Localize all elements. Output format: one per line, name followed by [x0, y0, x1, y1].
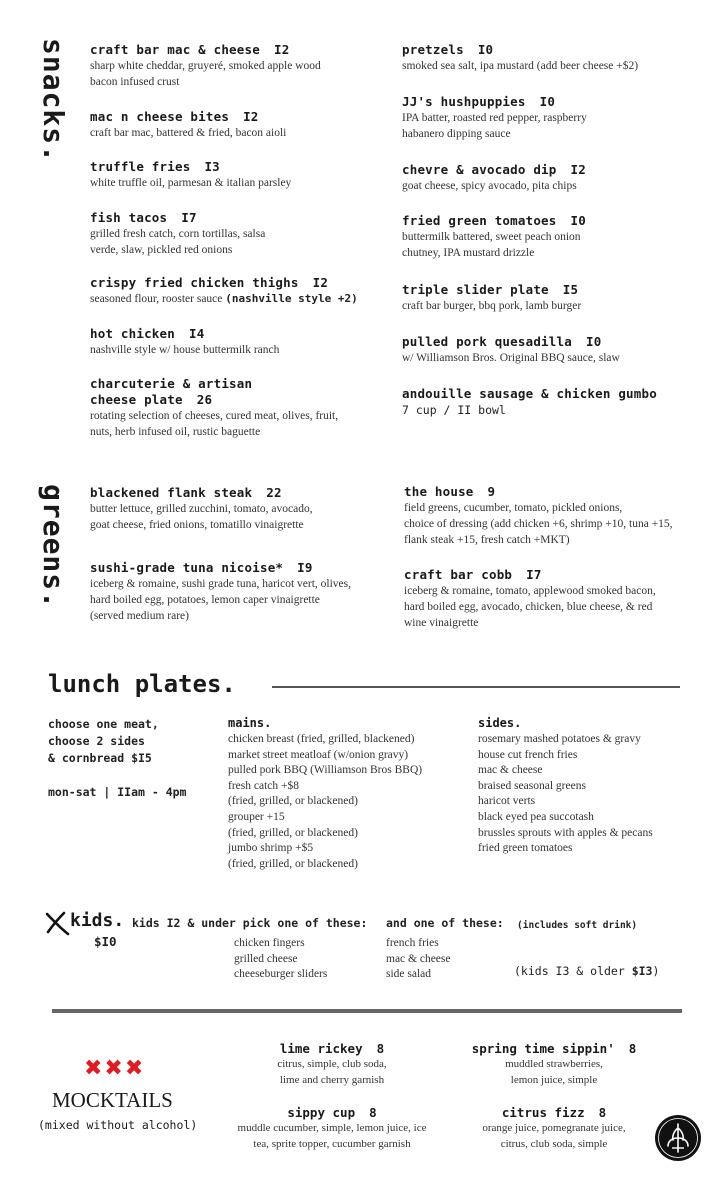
list-item: market street meatloaf (w/onion gravy) [228, 748, 409, 761]
menu-item-name: the house [404, 484, 474, 499]
menu-item-name-line [90, 485, 390, 501]
menu-item-price: I0 [539, 94, 556, 109]
mocktail-description: muddled strawberries, [505, 1058, 603, 1070]
menu-item-description: habanero dipping sauce [402, 128, 511, 140]
menu-item-description: craft bar mac, battered & fried, bacon aioli [90, 127, 287, 139]
menu-item-description: hard boiled egg, avocado, chicken, blue cheese, & red [404, 601, 653, 613]
menu-item-name-line [90, 210, 390, 226]
mocktails-xxx-icon: ✖✖✖ [84, 1056, 146, 1081]
list-item: (fried, grilled, or blackened) [228, 795, 358, 808]
mocktail-item [232, 1105, 432, 1152]
menu-item-price: I2 [570, 162, 586, 177]
menu-item-name: craft bar mac & cheese [90, 42, 260, 57]
list-item: rosemary mashed potatoes & gravy [478, 733, 641, 745]
list-item: jumbo shrimp +$5 [228, 842, 314, 855]
lunch-sides-list [478, 732, 708, 857]
lunch-intro-line: & cornbread $I5 [48, 751, 152, 765]
menu-item-name-line [402, 282, 702, 298]
menu-item-name-line [402, 386, 702, 402]
lunch-intro-line: choose one meat, [48, 717, 159, 731]
list-item: chicken fingers [234, 937, 305, 949]
menu-item-name: hot chicken [90, 326, 175, 341]
menu-item [404, 484, 704, 548]
menu-item-name-line [90, 392, 390, 408]
menu-item-description: chutney, IPA mustard drizzle [402, 247, 535, 259]
list-item: (fried, grilled, or blackened) [228, 826, 358, 839]
menu-item-price: I0 [585, 334, 602, 349]
kids-x-icon [44, 910, 70, 941]
menu-item [90, 42, 390, 90]
menu-item-description: smoked sea salt, ipa mustard (add beer cheese +$2) [402, 60, 639, 72]
list-item: grilled cheese [234, 952, 298, 965]
menu-item-name-line [90, 159, 390, 175]
list-item: chicken breast (fried, grilled, blackened) [228, 733, 415, 745]
menu-item-name: chevre & avocado dip [402, 162, 557, 177]
menu-item-description: hard boiled egg, potatoes, lemon caper vinaigrette [90, 594, 320, 606]
menu-item-description: craft bar burger, bbq pork, lamb burger [402, 300, 582, 312]
menu-item-description: rotating selection of cheeses, cured meat, olives, fruit, [90, 410, 339, 422]
menu-item [402, 162, 702, 194]
menu-item-name: craft bar cobb [404, 567, 513, 582]
mocktail-item [232, 1041, 432, 1088]
menu-item-name-line [90, 109, 390, 125]
menu-item-price: I2 [273, 42, 290, 57]
menu-item-description: goat cheese, fried onions, tomatillo vinaigrette [90, 519, 304, 531]
list-item: brussles sprouts with apples & pecans [478, 826, 653, 839]
menu-item-description: white truffle oil, parmesan & italian parsley [90, 177, 292, 189]
menu-item-name-line [402, 334, 702, 350]
menu-item-name: pulled pork quesadilla [402, 334, 572, 349]
menu-item-name-cont: cheese plate [90, 392, 183, 407]
menu-item [402, 42, 702, 74]
kids-sides-list [386, 936, 451, 983]
list-item: mac & cheese [386, 952, 451, 965]
menu-item-price: I0 [570, 213, 586, 228]
mocktail-name-line [232, 1105, 432, 1120]
menu-item-name: andouille sausage & chicken gumbo [402, 386, 657, 401]
menu-item [402, 213, 702, 261]
lunch-mains-heading: mains. [228, 716, 272, 730]
mocktail-price: 8 [376, 1041, 385, 1056]
menu-item [90, 275, 390, 307]
kids-title: kids. [70, 910, 125, 931]
mocktail-name-line [454, 1041, 654, 1056]
menu-item-name: blackened flank steak [90, 485, 253, 500]
lunch-divider [272, 686, 680, 688]
menu-item-name: mac n cheese bites [90, 109, 230, 124]
menu-item-name-line [402, 213, 702, 229]
menu-item-description: flank steak +15, fresh catch +MKT) [404, 534, 570, 546]
menu-item-price: I3 [204, 159, 220, 174]
menu-item-price: I2 [243, 109, 259, 124]
menu-item-description: sharp white cheddar, gruyeré, smoked apple wood [90, 60, 321, 72]
menu-item [402, 386, 702, 418]
mocktails-subtitle: (mixed without alcohol) [38, 1118, 198, 1132]
mocktails-divider [52, 1009, 682, 1013]
menu-item-price: I9 [297, 560, 313, 575]
mocktail-name-line [232, 1041, 432, 1056]
kids-and-one: and one of these: [386, 916, 504, 930]
mocktail-description: lime and cherry garnish [279, 1074, 385, 1086]
mocktail-description: tea, sprite topper, cucumber garnish [253, 1138, 411, 1150]
menu-item-description: w/ Williamson Bros. Original BBQ sauce, slaw [402, 352, 620, 364]
list-item: braised seasonal greens [478, 779, 586, 792]
list-item: haricot verts [478, 795, 536, 808]
menu-item [90, 109, 390, 141]
mocktail-price: 8 [598, 1105, 607, 1120]
mocktail-name: sippy cup [287, 1105, 356, 1120]
menu-item [402, 94, 702, 142]
mocktail-item [454, 1105, 654, 1152]
list-item: fried green tomatoes [478, 842, 573, 855]
lunch-mains [228, 716, 458, 872]
menu-item-name: crispy fried chicken thighs [90, 275, 299, 290]
list-item: (fried, grilled, or blackened) [228, 857, 358, 870]
mocktail-description: orange juice, pomegranate juice, [482, 1122, 626, 1134]
mocktail-name: citrus fizz [501, 1105, 585, 1120]
menu-item-price: I7 [181, 210, 197, 225]
list-item: pulled pork BBQ (Williamson Bros BBQ) [228, 764, 423, 777]
menu-item [90, 560, 390, 624]
kids-older-pre: (kids I3 & older [514, 964, 632, 978]
kids-older-note [514, 963, 659, 980]
menu-item-description: choice of dressing (add chicken +6, shrimp +10, tuna +15, [404, 518, 673, 530]
list-item: mac & cheese [478, 764, 543, 777]
lunch-hours: mon-sat | IIam - 4pm [48, 785, 187, 799]
menu-item-name-line [90, 326, 390, 342]
menu-item-name: sushi-grade tuna nicoise* [90, 560, 284, 575]
menu-item-name-line [404, 567, 704, 583]
kids-mains-list [234, 936, 327, 983]
menu-item-description: buttermilk battered, sweet peach onion [402, 231, 581, 243]
menu-item-description: bacon infused crust [90, 76, 180, 88]
menu-item-name-line [402, 94, 702, 110]
lunch-sides [478, 716, 708, 857]
lunch-mains-list [228, 732, 458, 872]
menu-item-description: iceberg & romaine, tomato, applewood smoked bacon, [404, 585, 656, 597]
menu-item [90, 326, 390, 358]
list-item: side salad [386, 968, 432, 981]
menu-item-name-line [90, 376, 390, 392]
menu-item-description-text: seasoned flour, rooster sauce [90, 293, 226, 305]
lunch-intro [48, 716, 186, 801]
menu-item-price: I7 [526, 567, 542, 582]
mocktail-description: lemon juice, simple [510, 1074, 598, 1086]
menu-item-price: 22 [266, 485, 282, 500]
mocktail-price: 8 [628, 1041, 637, 1056]
lunch-intro-line: choose 2 sides [48, 734, 145, 748]
lunch-sides-heading: sides. [478, 716, 522, 730]
menu-item-description [90, 291, 390, 307]
menu-item-name: JJ's hushpuppies [402, 94, 526, 109]
greens-section-title: greens. [37, 484, 70, 610]
menu-item-name-line [404, 484, 704, 500]
menu-item-price: 9 [487, 484, 496, 499]
mocktail-name-line [454, 1105, 654, 1120]
menu-item-name: fish tacos [90, 210, 168, 225]
menu-item-description: (served medium rare) [90, 610, 189, 622]
menu-item-description: nashville style w/ house buttermilk ranch [90, 344, 280, 356]
menu-item-price: 26 [196, 392, 213, 407]
menu-item-sizes: 7 cup / II bowl [402, 403, 506, 417]
menu-item-name: fried green tomatoes [402, 213, 557, 228]
list-item: french fries [386, 937, 439, 949]
menu-item-description: goat cheese, spicy avocado, pita chips [402, 180, 577, 192]
list-item: black eyed pea succotash [478, 810, 594, 823]
menu-item-description: field greens, cucumber, tomato, pickled onions, [404, 502, 623, 514]
kids-pick-one: kids I2 & under pick one of these: [132, 916, 368, 930]
menu-item-name: truffle fries [90, 159, 191, 174]
menu-item-name-line [402, 162, 702, 178]
list-item: house cut french fries [478, 748, 578, 761]
menu-item-description: grilled fresh catch, corn tortillas, salsa [90, 228, 266, 240]
menu-item-description: nuts, herb infused oil, rustic baguette [90, 426, 261, 438]
menu-item-description: iceberg & romaine, sushi grade tuna, haricot vert, olives, [90, 578, 352, 590]
mocktail-price: 8 [369, 1105, 377, 1120]
menu-item [402, 334, 702, 366]
kids-older-price: $I3 [631, 964, 653, 978]
menu-item [402, 282, 702, 314]
mocktails-title: MOCKTAILS [52, 1088, 173, 1112]
menu-item-price: I2 [312, 275, 329, 290]
snacks-section-title: snacks. [37, 38, 70, 164]
mocktail-name: spring time sippin' [471, 1041, 615, 1056]
mocktail-description: citrus, simple, club soda, [277, 1058, 387, 1070]
list-item: cheeseburger sliders [234, 968, 328, 981]
mocktail-item [454, 1041, 654, 1088]
menu-item-price: I5 [562, 282, 579, 297]
menu-item [90, 376, 390, 440]
menu-item-description-option: (nashville style +2) [225, 292, 358, 305]
menu-item-name: charcuterie & artisan [90, 376, 253, 391]
menu-item-description: IPA batter, roasted red pepper, raspberry [402, 112, 587, 124]
menu-item-price: I0 [477, 42, 494, 57]
mocktail-description: citrus, club soda, simple [500, 1138, 608, 1150]
list-item: fresh catch +$8 [228, 779, 299, 792]
menu-item-name-line [90, 275, 390, 291]
menu-item-name-line [90, 560, 390, 576]
list-item: grouper +15 [228, 810, 285, 823]
brand-logo [654, 1114, 702, 1167]
menu-item-name-line [90, 42, 390, 58]
menu-item-description: verde, slaw, pickled red onions [90, 244, 233, 256]
menu-item [404, 567, 704, 631]
kids-older-post: ) [652, 964, 660, 978]
menu-item-name: triple slider plate [402, 282, 549, 297]
kids-includes-note: (includes soft drink) [517, 920, 638, 931]
lunch-plates-title: lunch plates. [48, 670, 236, 698]
menu-item-description: wine vinaigrette [404, 617, 479, 629]
mocktail-name: lime rickey [279, 1041, 363, 1056]
menu-item-name: pretzels [402, 42, 464, 57]
menu-item-description: butter lettuce, grilled zucchini, tomato, avocado, [90, 503, 313, 515]
menu-item-name-line [402, 42, 702, 58]
menu-item-price: I4 [188, 326, 205, 341]
menu-item [90, 210, 390, 258]
menu-item [90, 485, 390, 533]
menu-item [90, 159, 390, 191]
mocktail-description: muddle cucumber, simple, lemon juice, ice [237, 1122, 427, 1134]
kids-price: $I0 [94, 934, 117, 949]
